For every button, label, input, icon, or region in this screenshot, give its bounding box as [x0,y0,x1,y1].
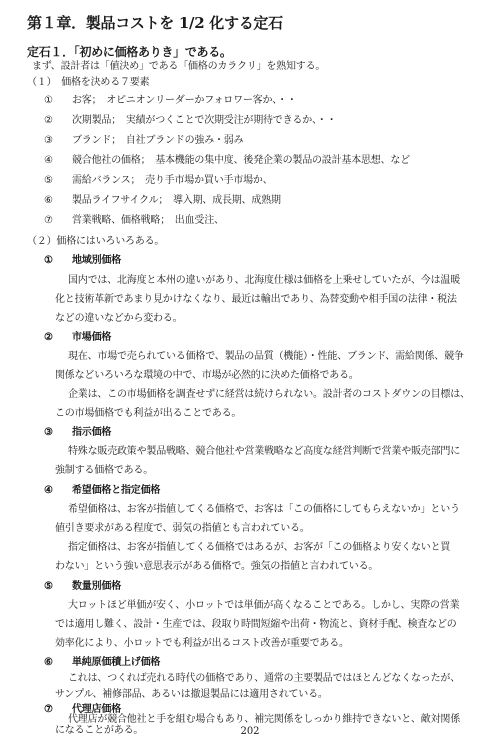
item-number: ③ [44,135,53,146]
paragraph-line: 企業は、この市場価格を調査せずに経営は続けられない。設計者のコストダウンの目標は、 [68,389,470,400]
paragraph-line: では適用し難く、設計・生産では、段取り時間短縮や出荷・物流と、資材手配、検査などの [55,619,457,630]
item-text: ブランド； 自社ブランドの強み・弱み [72,135,244,146]
paragraph-line: 化と技術革新であまり見かけなくなり、最近は輸出であり、為替変動や相手国の法律・税法 [55,294,457,305]
item-text: 需給バランス； 売り手市場か買い手市場か、 [72,175,273,186]
paragraph-line: 指定価格は、お客が指値してくる価格ではあるが、お客が「この価格より安くないと買 [68,542,451,553]
section2-heading: （２）価格にはいろいろある。 [27,236,165,247]
subsection-number: ① [44,255,53,266]
paragraph-line: などの違いなどから変わる。 [55,313,183,324]
factor-item [44,134,243,148]
item-number: ④ [44,155,53,166]
chapter-title: 第１章．製品コストを 1/2 化する定石 [27,14,283,32]
subsection-number: ④ [44,485,53,496]
item-number: ⑤ [44,175,53,186]
page-number: 202 [240,726,260,737]
subsection-number: ③ [44,427,53,438]
subsection-title: 代理店価格 [72,704,121,715]
paragraph-line: 効率化により、小ロットでも利益が出るコスト改善が重要である。 [55,638,349,649]
paragraph-line: になることがある。 [55,725,144,736]
factor-item [44,194,281,208]
paragraph-line: 特殊な販売政策や製品戦略、競合他社や営業戦略など高度な経営判断で営業や販売部門に [68,446,460,457]
factor-item [44,174,273,188]
subsection-title: 市場価格 [72,332,112,343]
item-number: ② [44,115,53,126]
subsection-heading [44,580,121,594]
paragraph-line: 現在、市場で売られている価格で、製品の品質（機能）・性能、ブランド、需給関係、競争 [68,351,464,362]
subsection-number: ② [44,332,53,343]
rule-title: 定石１．「初めに価格ありき」である。 [27,45,232,59]
subsection-heading [44,656,160,670]
paragraph-line: 関係などいろいろな環境の中で、市場が必然的に決めた価格である。 [55,370,359,381]
paragraph-line: 大ロットほど単価が安く、小ロットでは単価が高くなることである。しかし、実際の営業 [68,600,460,611]
factor-item [44,114,336,128]
paragraph-line: サンプル、補修部品、あるいは撤退製品には適用されている。 [55,689,328,700]
subsection-heading [44,484,160,498]
subsection-heading [44,331,111,345]
paragraph-line: 強制する価格である。 [55,465,153,476]
paragraph-line: この市場価格でも利益が出ることである。 [55,408,242,419]
paragraph-line: わない」という強い意思表示がある価格で。強気の指値と言われている。 [55,561,379,572]
paragraph-line: 値引き要求がある程度で、弱気の指値とも言われている。 [55,523,310,534]
paragraph-line: これは、つくれば売れる時代の価格であり、通常の主要製品ではほとんどなくなったが、 [68,673,460,684]
subsection-number: ⑥ [44,657,53,668]
paragraph-line: 代理店が競合他社と手を組む場合もあり、補完関係をしっかり維持できないと、敵対関係 [68,714,460,725]
subsection-title: 地域別価格 [72,255,121,266]
factor-item [44,214,224,228]
subsection-number: ⑦ [44,704,53,715]
item-text: 次期製品； 実績がつくことで次期受注が期待できるか、・・ [72,115,337,126]
subsection-title: 指示価格 [72,427,112,438]
factor-item [44,154,410,168]
item-text: 営業戦略、価格戦略； 出血受注、 [72,215,224,226]
item-number: ⑥ [44,195,53,206]
subsection-title: 数量別価格 [72,581,121,592]
subsection-heading [44,254,121,268]
subsection-heading [44,426,111,440]
item-number: ① [44,95,53,106]
item-text: お客； オピニオンリーダーかフォロワー客か、・・ [72,95,297,106]
factor-item [44,94,297,108]
subsection-title: 単純原価積上げ価格 [72,657,161,668]
subsection-title: 希望価格と指定価格 [72,485,161,496]
section1-heading: （１） 価格を決める７要素 [27,77,150,88]
item-text: 競合他社の価格； 基本機能の集中度、後発企業の製品の設計基本思想、など [72,155,410,166]
item-number: ⑦ [44,215,53,226]
intro-text: まず、設計者は「値決め」である「価格のカラクリ」を熟知する。 [32,61,326,72]
subsection-number: ⑤ [44,581,53,592]
paragraph-line: 国内では、北海度と本州の違いがあり、北海度仕様は価格を上乗せしていたが、今は温暖 [68,275,460,286]
paragraph-line: 希望価格は、お客が指値してくる価格で、お客は「この価格にしてもらえないか」という [68,504,460,515]
item-text: 製品ライフサイクル； 導入期、成長期、成熟期 [72,195,281,206]
